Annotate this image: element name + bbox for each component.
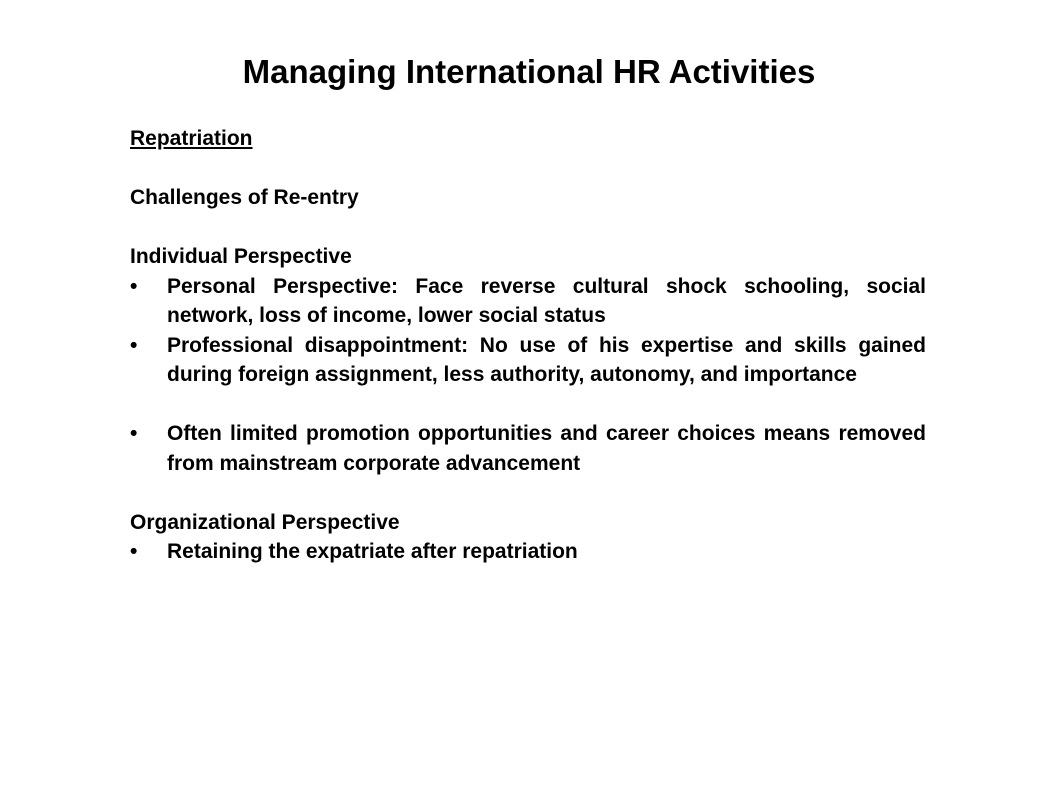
- spacer: [130, 478, 926, 508]
- list-item: [130, 537, 926, 567]
- slide-body: [130, 124, 926, 567]
- list-item: [130, 331, 926, 390]
- bullet-icon: •: [130, 333, 138, 357]
- list-item-text: Personal Perspective: Face reverse cultural shock schooling, social network, loss of income, lower social status: [167, 274, 926, 327]
- spacer: [130, 154, 926, 184]
- spacer: [130, 390, 926, 420]
- slide-title: Managing International HR Activities: [242, 53, 816, 90]
- individual-perspective-heading: Individual Perspective: [130, 245, 352, 268]
- bullet-icon: •: [130, 274, 138, 298]
- organizational-perspective-heading: Organizational Perspective: [130, 510, 400, 534]
- list-item-text: Often limited promotion opportunities and career choices means removed from mainstream corporate advancement: [167, 422, 926, 475]
- bullet-icon: •: [130, 422, 138, 445]
- list-item: [130, 419, 926, 478]
- list-item-text: Professional disappointment: No use of his expertise and skills gained during foreign assignment, less authority, autonomy, and importance: [167, 333, 926, 386]
- section-heading: Repatriation: [130, 127, 253, 150]
- individual-perspective-list: [130, 272, 926, 390]
- spacer: [130, 213, 926, 243]
- list-item-text: Retaining the expatriate after repatriation: [167, 540, 578, 563]
- subheading: Challenges of Re-entry: [130, 186, 359, 209]
- list-item: [130, 272, 926, 331]
- promotion-list: [130, 419, 926, 478]
- organizational-perspective-list: [130, 537, 926, 567]
- bullet-icon: •: [130, 540, 138, 563]
